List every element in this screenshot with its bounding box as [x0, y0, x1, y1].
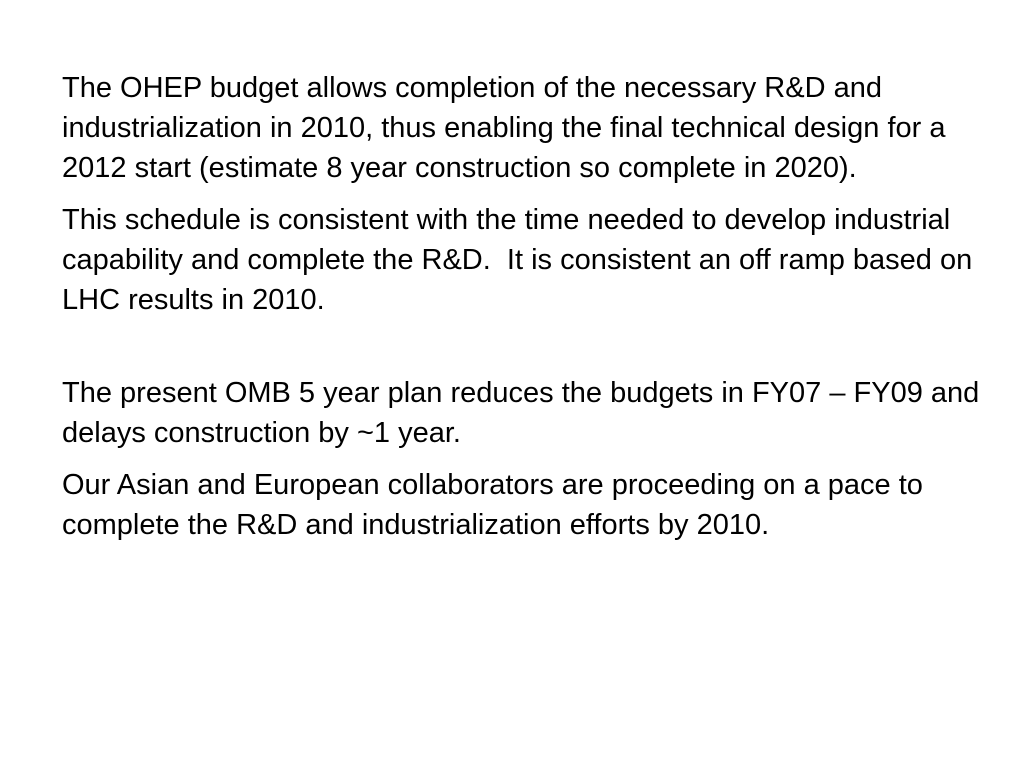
paragraph-spacer	[62, 188, 982, 200]
section-spacer	[62, 320, 982, 373]
slide-body	[62, 68, 988, 545]
paragraph-ohep-budget: The OHEP budget allows completion of the necessary R&D and industrialization in 2010, thus enabling the final technical design for a 2012 start (estimate 8 year construction so complete in 2020).	[62, 72, 954, 184]
paragraph-schedule: This schedule is consistent with the time needed to develop industrial capability and complete the R&D. It is consistent an off ramp based on LHC results in 2010.	[62, 204, 981, 316]
paragraph-omb-plan: The present OMB 5 year plan reduces the budgets in FY07 – FY09 and delays construction by ~1 year.	[62, 377, 988, 449]
paragraph-spacer	[62, 453, 982, 465]
paragraph-collaborators: Our Asian and European collaborators are proceeding on a pace to complete the R&D and industrialization efforts by 2010.	[62, 469, 931, 541]
